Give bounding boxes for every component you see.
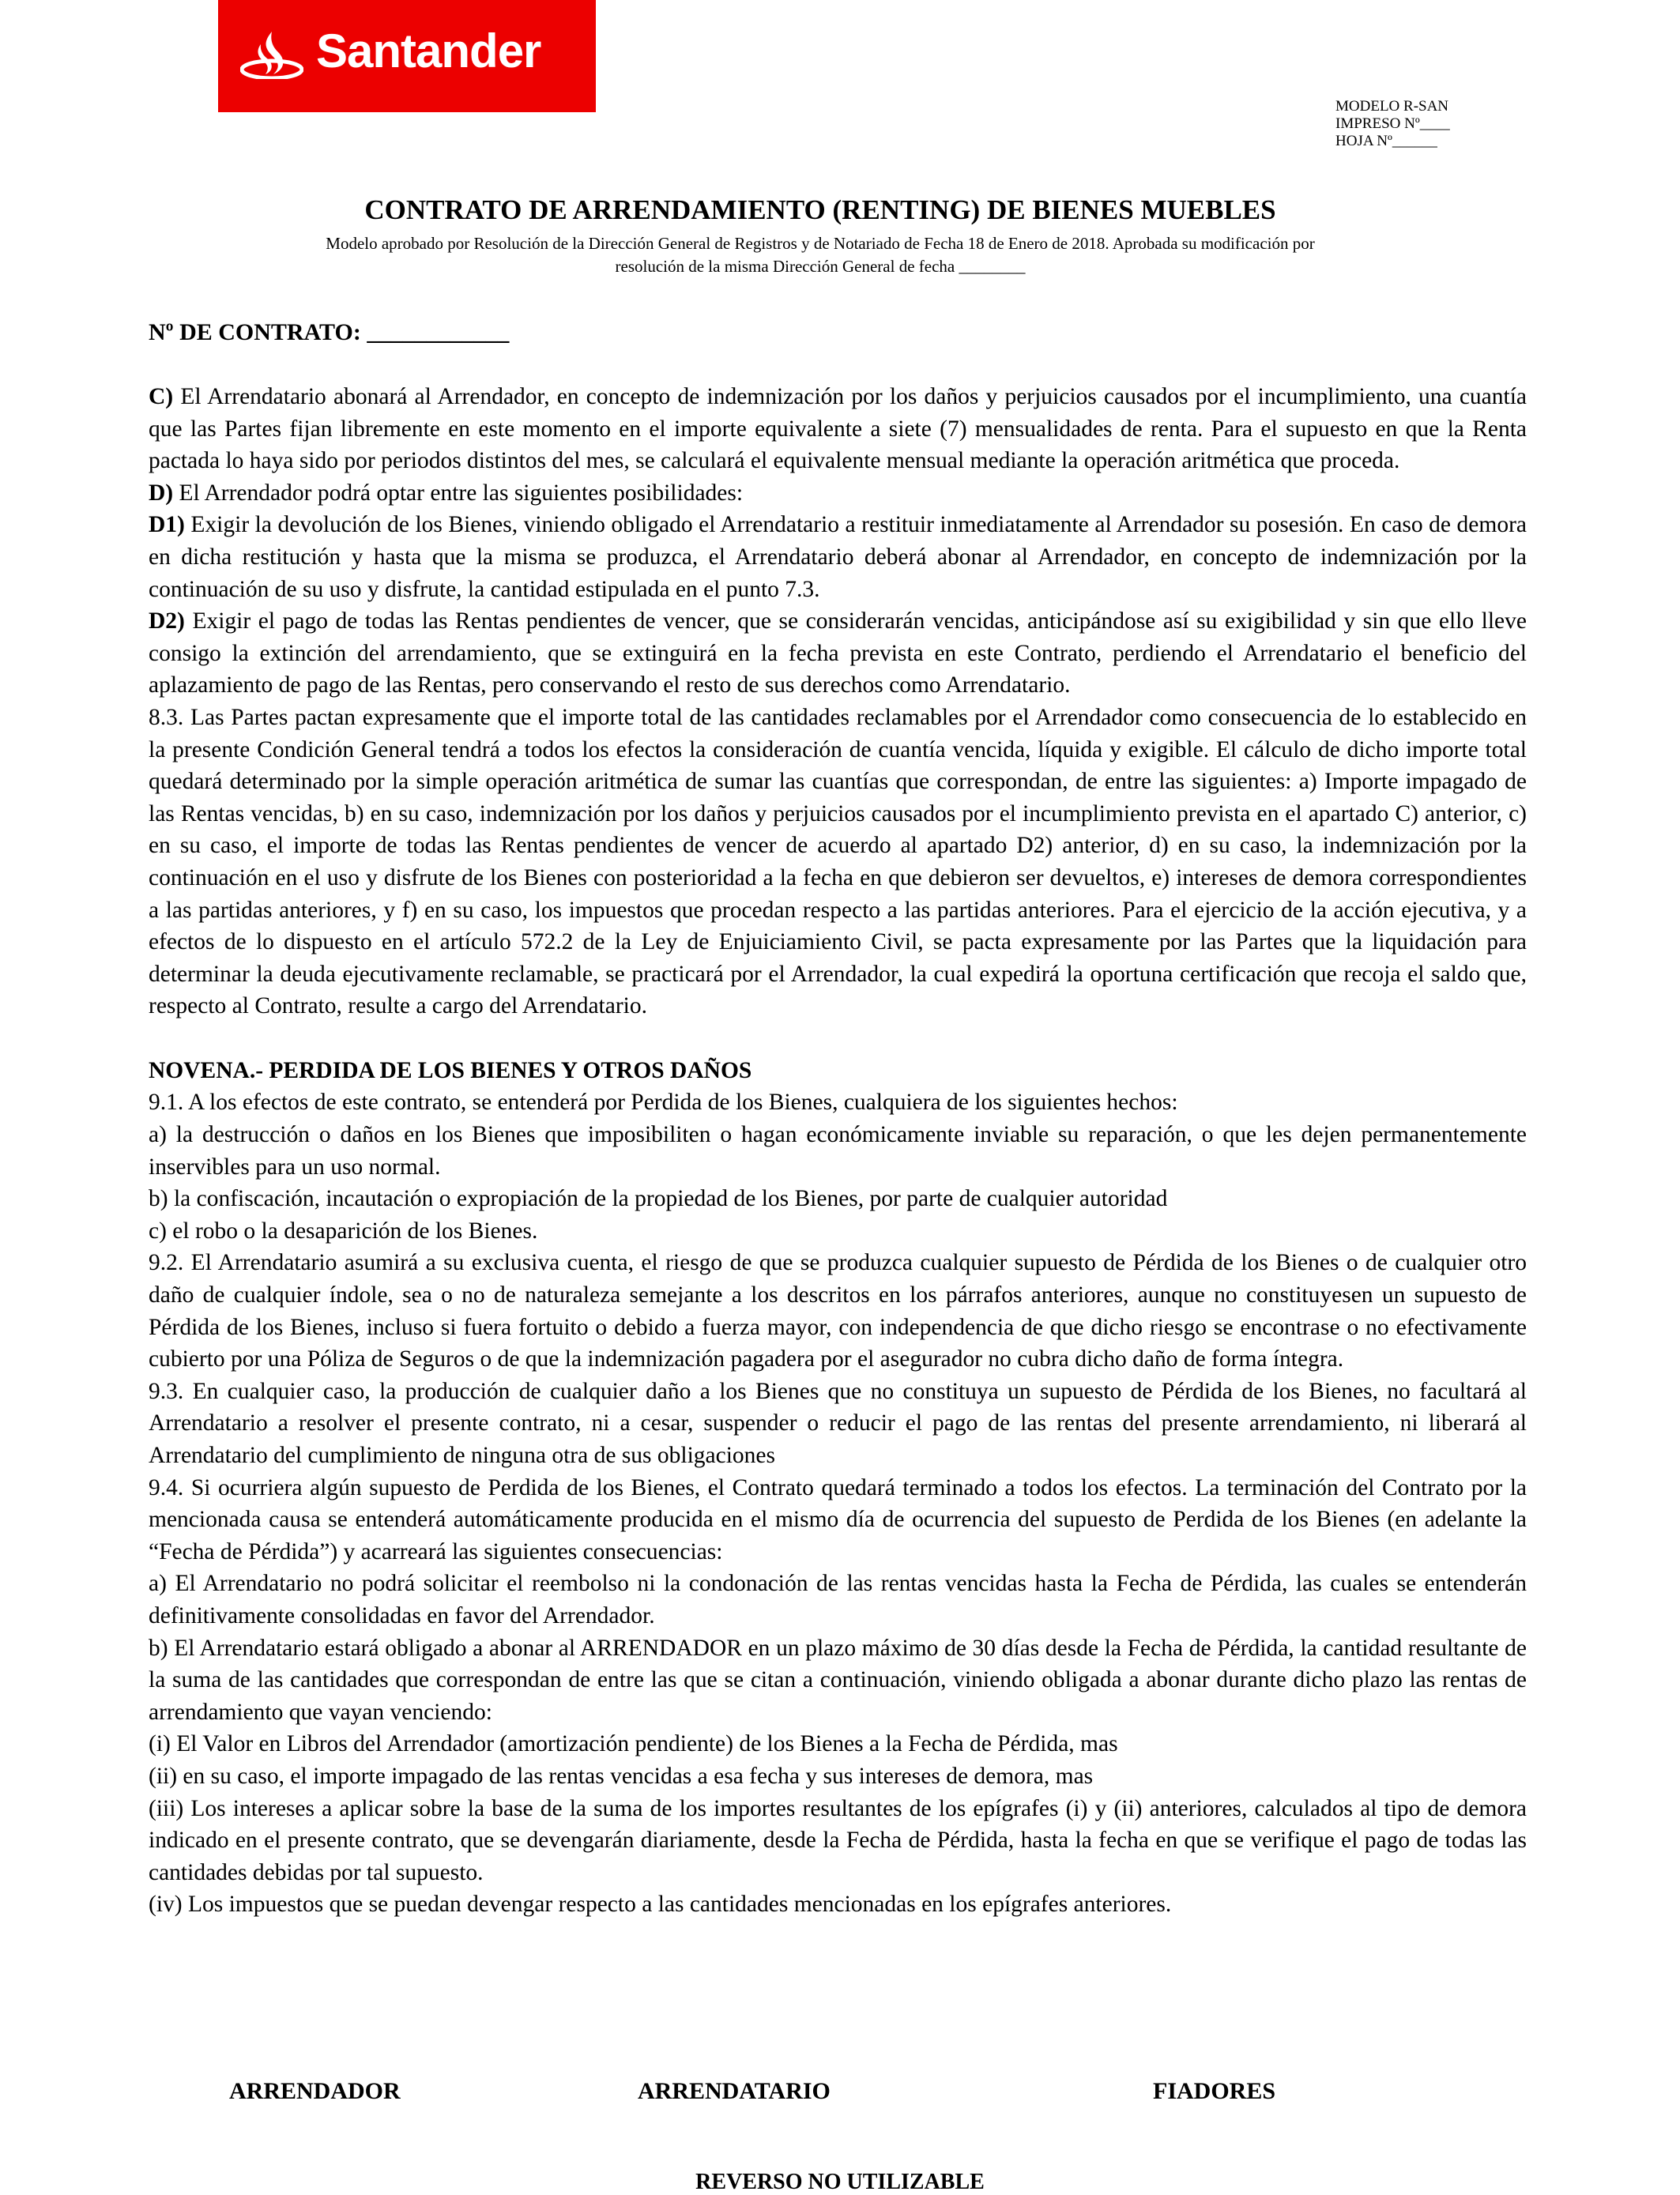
clause-label: D): [149, 480, 174, 506]
section-paragraph: 9.4. Si ocurriera algún supuesto de Perdida de los Bienes, el Contrato quedará terminado a todos los efectos. La terminación del Contrato por la mencionada causa se entenderá automáticamente producida en el mismo día de ocurrencia del supuesto de Perdida de los Bienes (en adelante la “Fecha de Pérdida”) y acarreará las siguientes consecuencias:: [149, 1474, 1527, 1564]
section-paragraph: (iii) Los intereses a aplicar sobre la base de la suma de los importes resultantes de los epígrafes (i) y (ii) anteriores, calculados al tipo de demora indicado en el presente contrato, que se devengarán diariamente, desde la Fecha de Pérdida, hasta la fecha en que se verifique el pago de todas las cantidades debidas por tal supuesto.: [149, 1795, 1527, 1885]
clause-paragraph: [149, 605, 1527, 702]
clause-paragraph: [149, 702, 1527, 1022]
impreso-number: IMPRESO Nº____: [1335, 115, 1450, 132]
section-paragraph: 9.3. En cualquier caso, la producción de cualquier daño a los Bienes que no constituya un supuesto de Pérdida de los Bienes, no facultará al Arrendatario a resolver el presente contrato, ni a cesar, suspender o reducir el pago de las rentas del presente arrendamiento, ni liberará al Arrendatario del cumplimiento de ninguna otra de sus obligaciones: [149, 1378, 1527, 1468]
document-title: CONTRATO DE ARRENDAMIENTO (RENTING) DE BIENES MUEBLES: [364, 194, 1276, 225]
section-paragraph: b) la confiscación, incautación o expropiación de la propiedad de los Bienes, por parte de cualquier autoridad: [149, 1186, 1168, 1212]
section-paragraph: (i) El Valor en Libros del Arrendador (amortización pendiente) de los Bienes a la Fecha de Pérdida, mas: [149, 1731, 1118, 1757]
clause-text: El Arrendador podrá optar entre las siguientes posibilidades:: [173, 480, 744, 506]
section-paragraph: a) la destrucción o daños en los Bienes que imposibiliten o hagan económicamente inviable su reparación, o que les dejen permanentemente inservibles para un uso normal.: [149, 1122, 1527, 1180]
contract-number: Nº DE CONTRATO: ____________: [149, 319, 510, 345]
section-paragraph: (ii) en su caso, el importe impagado de las rentas vencidas a esa fecha y sus intereses de demora, mas: [149, 1763, 1094, 1789]
flame-icon: [240, 30, 303, 79]
clause-label: D2): [149, 608, 185, 634]
section-heading-text: NOVENA.- PERDIDA DE LOS BIENES Y OTROS DAÑOS: [149, 1057, 752, 1083]
subtitle-line: Modelo aprobado por Resolución de la Dirección General de Registros y de Notariado de Fecha 18 de Enero de 2018. Aprobada su modificación por: [326, 234, 1315, 253]
page-number: HOJA Nº______: [1335, 133, 1437, 149]
signature-arrendatario: ARRENDATARIO: [638, 2078, 831, 2104]
clause-paragraph: [149, 477, 1527, 510]
santander-logo: [218, 0, 596, 112]
subtitle-line: resolución de la misma Dirección General de fecha ________: [615, 257, 1026, 276]
footer-note: REVERSO NO UTILIZABLE: [695, 2170, 985, 2194]
model-info: [1335, 98, 1450, 150]
section-paragraph: a) El Arrendatario no podrá solicitar el reembolso ni la condonación de las rentas vencidas hasta la Fecha de Pérdida, las cuales se entenderán definitivamente consolidadas en favor del Arrendador.: [149, 1571, 1527, 1628]
document-body: [149, 381, 1527, 1921]
document-subtitle: [0, 232, 1640, 278]
clause-text: Exigir la devolución de los Bienes, viniendo obligado el Arrendatario a restituir inmediatamente al Arrendador su posesión. En caso de demora en dicha restitución y hasta que la misma se produzca, el Arrendatario deberá abonar al Arrendador, en concepto de indemnización por la continuación de su uso y disfrute, la cantidad estipulada en el punto 7.3.: [149, 512, 1527, 602]
clause-text: Exigir el pago de todas las Rentas pendientes de vencer, que se considerarán vencidas, anticipándose así su exigibilidad y sin que ello lleve consigo la extinción del arrendamiento, que se extinguirá en la fecha prevista en este Contrato, perdiendo el Arrendatario el beneficio del aplazamiento de pago de las Rentas, pero conservando el resto de sus derechos como Arrendatario.: [149, 608, 1527, 698]
model-code: MODELO R-SAN: [1335, 98, 1449, 115]
clause-text: El Arrendatario abonará al Arrendador, en concepto de indemnización por los daños y perjuicios causados por el incumplimiento, una cuantía que las Partes fijan libremente en este momento en el importe equivalente a siete (7) mensualidades de renta. Para el supuesto en que la Renta pactada lo haya sido por periodos distintos del mes, se calculará el equivalente mensual mediante la operación aritmética que proceda.: [149, 384, 1527, 474]
clause-label: D1): [149, 512, 185, 538]
section-paragraph: 9.1. A los efectos de este contrato, se entenderá por Perdida de los Bienes, cualquiera de los siguientes hechos:: [149, 1090, 1178, 1116]
clause-label: C): [149, 384, 174, 409]
section-heading: [149, 1055, 1527, 1087]
section-paragraph: b) El Arrendatario estará obligado a abonar al ARRENDADOR en un plazo máximo de 30 días desde la Fecha de Pérdida, la cantidad resultante de la suma de las cantidades que correspondan de entre las que se citan a continuación, viniendo obligada a abonar durante dicho plazo las rentas de arrendamiento que vayan venciendo:: [149, 1635, 1527, 1725]
clause-paragraph: [149, 509, 1527, 605]
section-paragraph: 9.2. El Arrendatario asumirá a su exclusiva cuenta, el riesgo de que se produzca cualquier supuesto de Pérdida de los Bienes o de cualquier otro daño de cualquier índole, sea o no de naturaleza semejante a los descritos en los párrafos anteriores, aunque no constituyesen un supuesto de Pérdida de los Bienes, incluso si fuera fortuito o debido a fuerza mayor, con independencia de que dicho riesgo se encontrase o no efectivamente cubierto por una Póliza de Seguros o de que la indemnización pagadera por el asegurador no cubra dicho daño de forma íntegra.: [149, 1250, 1527, 1372]
section-paragraph: (iv) Los impuestos que se puedan devengar respecto a las cantidades mencionadas en los epígrafes anteriores.: [149, 1892, 1172, 1918]
clause-paragraph: [149, 381, 1527, 477]
signature-fiadores: FIADORES: [1153, 2078, 1276, 2104]
signature-arrendador: ARRENDADOR: [229, 2078, 401, 2104]
clause-text: 8.3. Las Partes pactan expresamente que el importe total de las cantidades reclamables por el Arrendador como consecuencia de lo establecido en la presente Condición General tendrá a todos los efectos la consideración de cuantía vencida, líquida y exigible. El cálculo de dicho importe total quedará determinado por la simple operación aritmética de sumar las cuantías que correspondan, de entre las siguientes: a) Importe impagado de las Rentas vencidas, b) en su caso, indemnización por los daños y perjuicios causados por el incumplimiento prevista en el apartado C) anterior, c) en su caso, el importe de todas las Rentas pendientes de vencer de acuerdo al apartado D2) anterior, d) en su caso, la indemnización por la continuación en el uso y disfrute de los Bienes con posterioridad a la fecha en que debieron ser devueltos, e) intereses de demora correspondientes a las partidas anteriores, y f) en su caso, los impuestos que procedan respecto a las partidas anteriores. Para el ejercicio de la acción ejecutiva, y a efectos de lo dispuesto en el artículo 572.2 de la Ley de Enjuiciamiento Civil, se pacta expresamente por las Partes que la liquidación para determinar la deuda ejecutivamente reclamable, se practicará por el Arrendador, la cual expedirá la oportuna certificación que recoja el saldo que, respecto al Contrato, resulte a cargo del Arrendatario.: [149, 704, 1527, 1019]
logo-wordmark: Santander: [316, 24, 541, 77]
section-paragraph: c) el robo o la desaparición de los Bienes.: [149, 1218, 538, 1244]
